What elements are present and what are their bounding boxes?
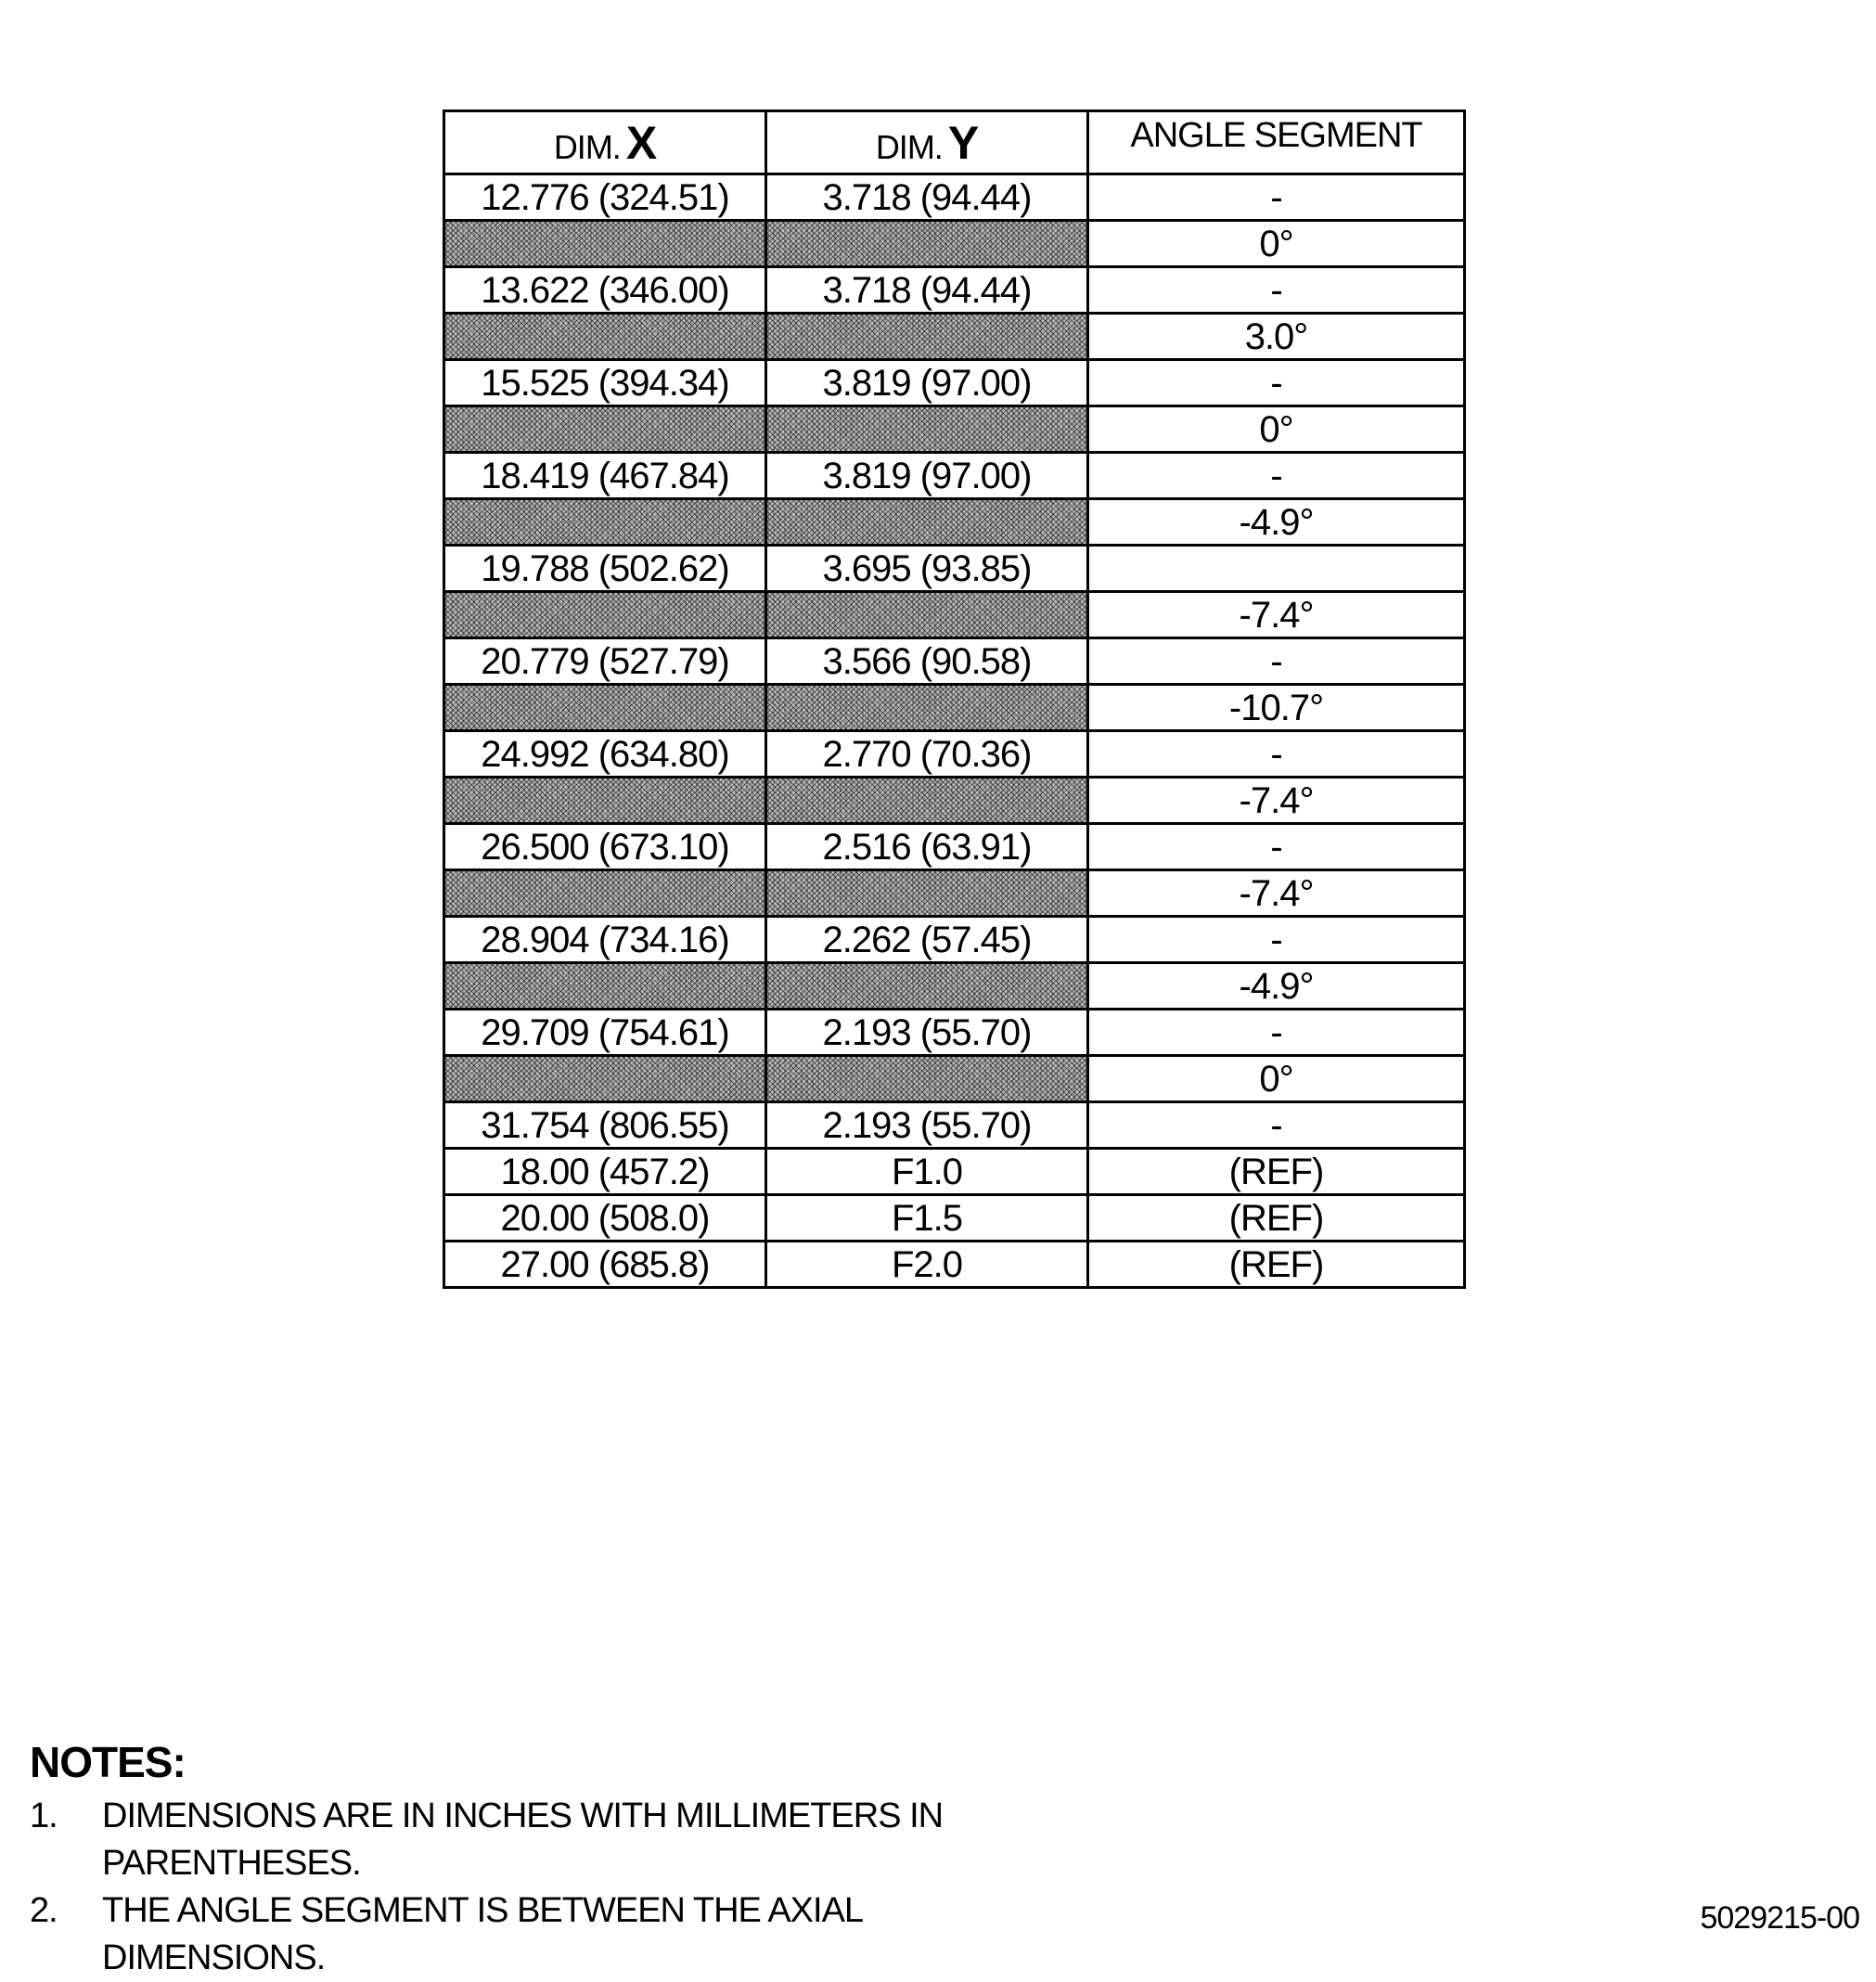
cell-dim-x: 19.788 (502.62) xyxy=(444,546,766,592)
header-dim-y-letter: Y xyxy=(947,116,979,169)
table-row xyxy=(444,1242,1465,1288)
cell-dim-x: 12.776 (324.51) xyxy=(444,174,766,221)
cell-dim-x: 29.709 (754.61) xyxy=(444,1010,766,1056)
cell-dim-y xyxy=(766,685,1088,731)
table-row xyxy=(444,638,1465,685)
cell-angle-segment: 0° xyxy=(1088,221,1465,267)
cell-angle-segment: - xyxy=(1088,1102,1465,1149)
cell-angle-segment: - xyxy=(1088,917,1465,963)
table-row xyxy=(444,1149,1465,1195)
cell-angle-segment: - xyxy=(1088,360,1465,406)
cell-dim-x: 18.419 (467.84) xyxy=(444,453,766,499)
cell-dim-y xyxy=(766,1056,1088,1102)
cell-dim-x xyxy=(444,870,766,917)
cell-dim-x: 31.754 (806.55) xyxy=(444,1102,766,1149)
cell-dim-x: 20.779 (527.79) xyxy=(444,638,766,685)
table-row xyxy=(444,174,1465,221)
table-row xyxy=(444,824,1465,870)
table-row xyxy=(444,1195,1465,1242)
notes-title: NOTES: xyxy=(30,1738,186,1786)
cell-dim-y: 3.819 (97.00) xyxy=(766,453,1088,499)
note-item xyxy=(30,1793,1236,1887)
table-row xyxy=(444,360,1465,406)
table-body xyxy=(444,174,1465,1288)
table-row xyxy=(444,731,1465,778)
cell-dim-x xyxy=(444,592,766,638)
table-header xyxy=(444,111,1465,174)
cell-angle-segment: -7.4° xyxy=(1088,870,1465,917)
table-row xyxy=(444,917,1465,963)
cell-dim-x: 18.00 (457.2) xyxy=(444,1149,766,1195)
cell-dim-y: 2.516 (63.91) xyxy=(766,824,1088,870)
cell-angle-segment: - xyxy=(1088,453,1465,499)
note-number: 1. xyxy=(30,1796,58,1835)
cell-dim-x: 15.525 (394.34) xyxy=(444,360,766,406)
table-row xyxy=(444,963,1465,1010)
header-dim-x-prefix: DIM. xyxy=(553,127,621,166)
cell-dim-y xyxy=(766,499,1088,546)
table-row xyxy=(444,592,1465,638)
note-item xyxy=(30,1887,1236,1982)
cell-dim-x xyxy=(444,778,766,824)
header-dim-y-prefix: DIM. xyxy=(875,127,943,166)
cell-dim-y: F2.0 xyxy=(766,1242,1088,1288)
cell-dim-y xyxy=(766,870,1088,917)
cell-dim-y: 3.819 (97.00) xyxy=(766,360,1088,406)
cell-angle-segment xyxy=(1088,546,1465,592)
cell-angle-segment: - xyxy=(1088,174,1465,221)
header-dim-x-letter: X xyxy=(625,116,657,169)
header-angle-segment: ANGLE SEGMENT xyxy=(1088,111,1465,174)
cell-dim-y xyxy=(766,963,1088,1010)
cell-angle-segment: -7.4° xyxy=(1088,592,1465,638)
cell-angle-segment: - xyxy=(1088,824,1465,870)
table-row xyxy=(444,499,1465,546)
table-row xyxy=(444,870,1465,917)
header-row xyxy=(444,111,1465,174)
cell-dim-y: F1.5 xyxy=(766,1195,1088,1242)
cell-angle-segment: -7.4° xyxy=(1088,778,1465,824)
cell-dim-x: 26.500 (673.10) xyxy=(444,824,766,870)
cell-dim-y xyxy=(766,221,1088,267)
table-row xyxy=(444,453,1465,499)
header-dim-y xyxy=(766,111,1088,174)
table-row xyxy=(444,267,1465,314)
cell-angle-segment: - xyxy=(1088,638,1465,685)
cell-dim-y xyxy=(766,314,1088,360)
cell-dim-x: 13.622 (346.00) xyxy=(444,267,766,314)
table-row xyxy=(444,1010,1465,1056)
note-text: DIMENSIONS ARE IN INCHES WITH MILLIMETERS IN PARENTHESES. xyxy=(102,1796,944,1883)
header-dim-x xyxy=(444,111,766,174)
cell-angle-segment: 0° xyxy=(1088,1056,1465,1102)
cell-dim-x: 27.00 (685.8) xyxy=(444,1242,766,1288)
cell-angle-segment: - xyxy=(1088,731,1465,778)
notes-section xyxy=(30,1737,1236,1982)
cell-dim-y: 2.770 (70.36) xyxy=(766,731,1088,778)
cell-dim-x xyxy=(444,1056,766,1102)
cell-angle-segment: -10.7° xyxy=(1088,685,1465,731)
cell-angle-segment: - xyxy=(1088,1010,1465,1056)
cell-dim-y: 2.193 (55.70) xyxy=(766,1010,1088,1056)
table-row xyxy=(444,778,1465,824)
drawing-number: 5029215-00 xyxy=(1700,1900,1859,1936)
cell-dim-y: 2.262 (57.45) xyxy=(766,917,1088,963)
cell-angle-segment: -4.9° xyxy=(1088,499,1465,546)
cell-dim-y: 3.566 (90.58) xyxy=(766,638,1088,685)
cell-dim-y xyxy=(766,592,1088,638)
cell-dim-y: 3.718 (94.44) xyxy=(766,174,1088,221)
table-row xyxy=(444,546,1465,592)
cell-dim-y: 2.193 (55.70) xyxy=(766,1102,1088,1149)
table-row xyxy=(444,1056,1465,1102)
table-row xyxy=(444,406,1465,453)
note-text: THE ANGLE SEGMENT IS BETWEEN THE AXIAL DIMENSIONS. xyxy=(102,1891,862,1977)
cell-dim-x: 24.992 (634.80) xyxy=(444,731,766,778)
cell-dim-y xyxy=(766,406,1088,453)
cell-angle-segment: (REF) xyxy=(1088,1242,1465,1288)
table-row xyxy=(444,314,1465,360)
cell-dim-y: 3.695 (93.85) xyxy=(766,546,1088,592)
cell-dim-y xyxy=(766,778,1088,824)
cell-dim-x: 28.904 (734.16) xyxy=(444,917,766,963)
cell-angle-segment: - xyxy=(1088,267,1465,314)
cell-angle-segment: 3.0° xyxy=(1088,314,1465,360)
cell-dim-x xyxy=(444,963,766,1010)
table-row xyxy=(444,221,1465,267)
cell-dim-x xyxy=(444,499,766,546)
cell-angle-segment: -4.9° xyxy=(1088,963,1465,1010)
table-row xyxy=(444,1102,1465,1149)
cell-angle-segment: (REF) xyxy=(1088,1195,1465,1242)
table-row xyxy=(444,685,1465,731)
cell-angle-segment: (REF) xyxy=(1088,1149,1465,1195)
cell-dim-x xyxy=(444,221,766,267)
cell-dim-y: 3.718 (94.44) xyxy=(766,267,1088,314)
cell-dim-x xyxy=(444,406,766,453)
cell-angle-segment: 0° xyxy=(1088,406,1465,453)
cell-dim-y: F1.0 xyxy=(766,1149,1088,1195)
note-number: 2. xyxy=(30,1891,58,1930)
dimension-table xyxy=(443,109,1466,1289)
cell-dim-x xyxy=(444,685,766,731)
cell-dim-x xyxy=(444,314,766,360)
cell-dim-x: 20.00 (508.0) xyxy=(444,1195,766,1242)
